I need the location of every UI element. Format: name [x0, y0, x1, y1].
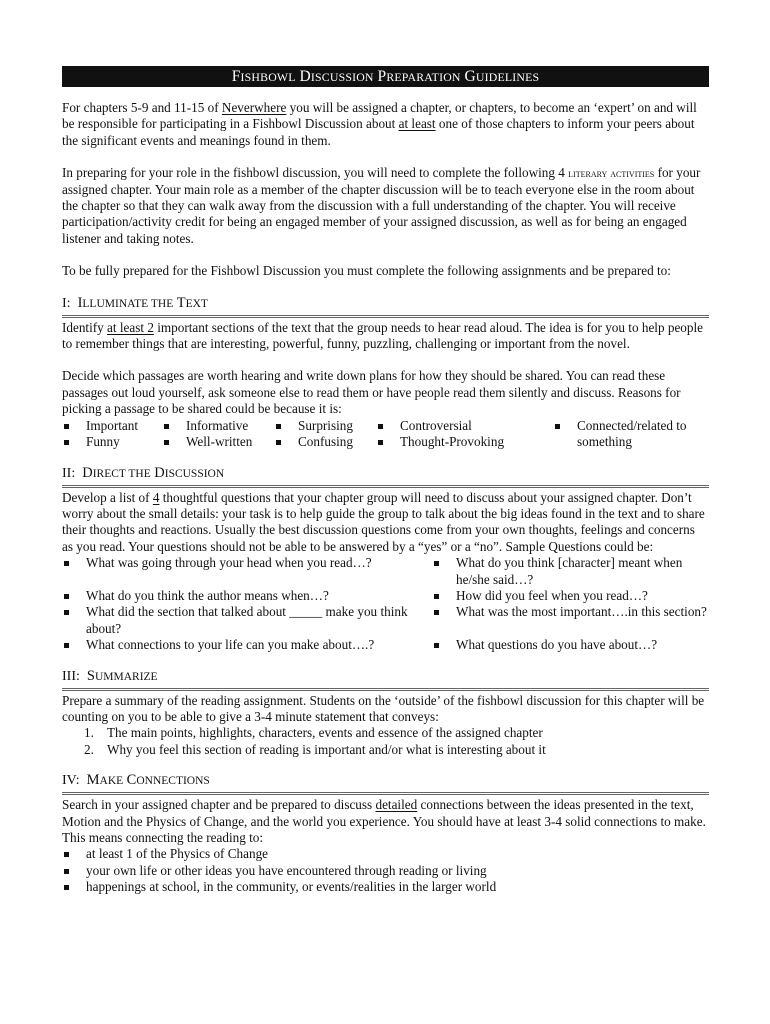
list-item: 2. Why you feel this section of reading is important and/or what is interesting about it	[84, 741, 546, 757]
book-title: Neverwhere	[221, 100, 287, 115]
list-item: at least 1 of the Physics of Change	[62, 846, 709, 862]
page-title: FISHBOWL DISCUSSION PREPARATION GUIDELINES	[62, 66, 709, 87]
list-item: Well-written	[162, 434, 274, 450]
list-item: 1. The main points, highlights, characters, events and essence of the assigned chapter	[84, 725, 543, 741]
list-item: your own life or other ideas you have encountered through reading or living	[62, 863, 709, 879]
list-item: What do you think [character] meant when he/she said…?	[432, 555, 709, 588]
section-illuminate-text	[62, 295, 709, 451]
list-item: Important	[62, 418, 162, 434]
section-heading: III: SUMMARIZE	[62, 668, 709, 691]
list-item: What did the section that talked about _____ make you think about?	[62, 604, 432, 637]
list-item: Thought-Provoking	[376, 434, 553, 450]
section-summarize	[62, 668, 709, 759]
section-make-connections	[62, 772, 709, 895]
list-item: Informative	[162, 418, 274, 434]
list-item: What questions do you have about…?	[432, 637, 709, 653]
list-item: happenings at school, in the community, or events/realities in the larger world	[62, 879, 709, 895]
list-item: Funny	[62, 434, 162, 450]
section-heading: I: ILLUMINATE THE TEXT	[62, 295, 709, 318]
list-item: What do you think the author means when…?	[62, 588, 432, 604]
list-item: Confusing	[274, 434, 376, 450]
list-item: What was the most important….in this section?	[432, 604, 709, 637]
section-paragraph: Search in your assigned chapter and be prepared to discuss detailed connections between the ideas presented in the text, Motion and the Physics of Change, and the world you experience. You should have at least 3-4 solid connections to make. This means connecting the reading to:	[62, 797, 706, 845]
intro-paragraph-3: To be fully prepared for the Fishbowl Discussion you must complete the following assignments and be prepared to:	[62, 263, 671, 279]
list-item: Connected/related to something	[553, 418, 703, 451]
reasons-list	[62, 418, 709, 451]
list-item: Controversial	[376, 418, 553, 434]
list-item: How did you feel when you read…?	[432, 588, 709, 604]
list-item: What connections to your life can you make about….?	[62, 637, 432, 653]
intro-paragraph-1: For chapters 5-9 and 11-15 of Neverwhere you will be assigned a chapter, or chapters, to become an ‘expert’ on and will be responsible for participating in a Fishbowl Discussion about at least one of those chapters to inform your peers about the significant events and meanings found in them.	[62, 100, 697, 148]
section-paragraph: Prepare a summary of the reading assignment. Students on the ‘outside’ of the fishbowl discussion for this chapter will be counting on you to be able to give a 3-4 minute statement that conveys:	[62, 692, 705, 724]
section-heading: IV: MAKE CONNECTIONS	[62, 772, 709, 795]
summary-list	[62, 725, 709, 758]
document-page	[62, 66, 709, 910]
intro-paragraph-2: In preparing for your role in the fishbowl discussion, you will need to complete the following 4 literary activities for your assigned chapter. Your main role as a member of the chapter discussion will be to teach everyone else in the room about the chapter so that they can walk away from the discussion with a full understanding of the chapter. You will receive participation/activity credit for being an engaged member of your assigned discussion, as well as for being an engaged listener and taking notes.	[62, 165, 701, 246]
list-item: Surprising	[274, 418, 376, 434]
section-direct-discussion	[62, 465, 709, 654]
section-paragraph: Develop a list of 4 thoughtful questions that your chapter group will need to discuss about your assigned chapter. Don’t worry about the small details: your task is to help guide the group to talk about the big ideas found in the text and to share their thoughts and reactions. Usually the best discussion questions come from your own thoughts, feelings and concerns as you read. Your questions should not be able to be answered by a “yes” or a “no”. Sample Questions could be:	[62, 489, 705, 554]
section-heading: II: DIRECT THE DISCUSSION	[62, 465, 709, 488]
connections-list	[62, 846, 709, 895]
list-item: What was going through your head when you read…?	[62, 555, 432, 588]
section-paragraph: Identify at least 2 important sections of the text that the group needs to hear read aloud. The idea is for you to help people to remember things that are interesting, powerful, funny, puzzling, challenging or important from the novel.	[62, 319, 703, 352]
sample-questions	[62, 555, 709, 653]
section-paragraph: Decide which passages are worth hearing and write down plans for how they should be shared. You can read these passages out loud yourself, ask someone else to read them or have people read them silently and discuss. Reasons for picking a passage to be shared could be because it is:	[62, 368, 681, 417]
